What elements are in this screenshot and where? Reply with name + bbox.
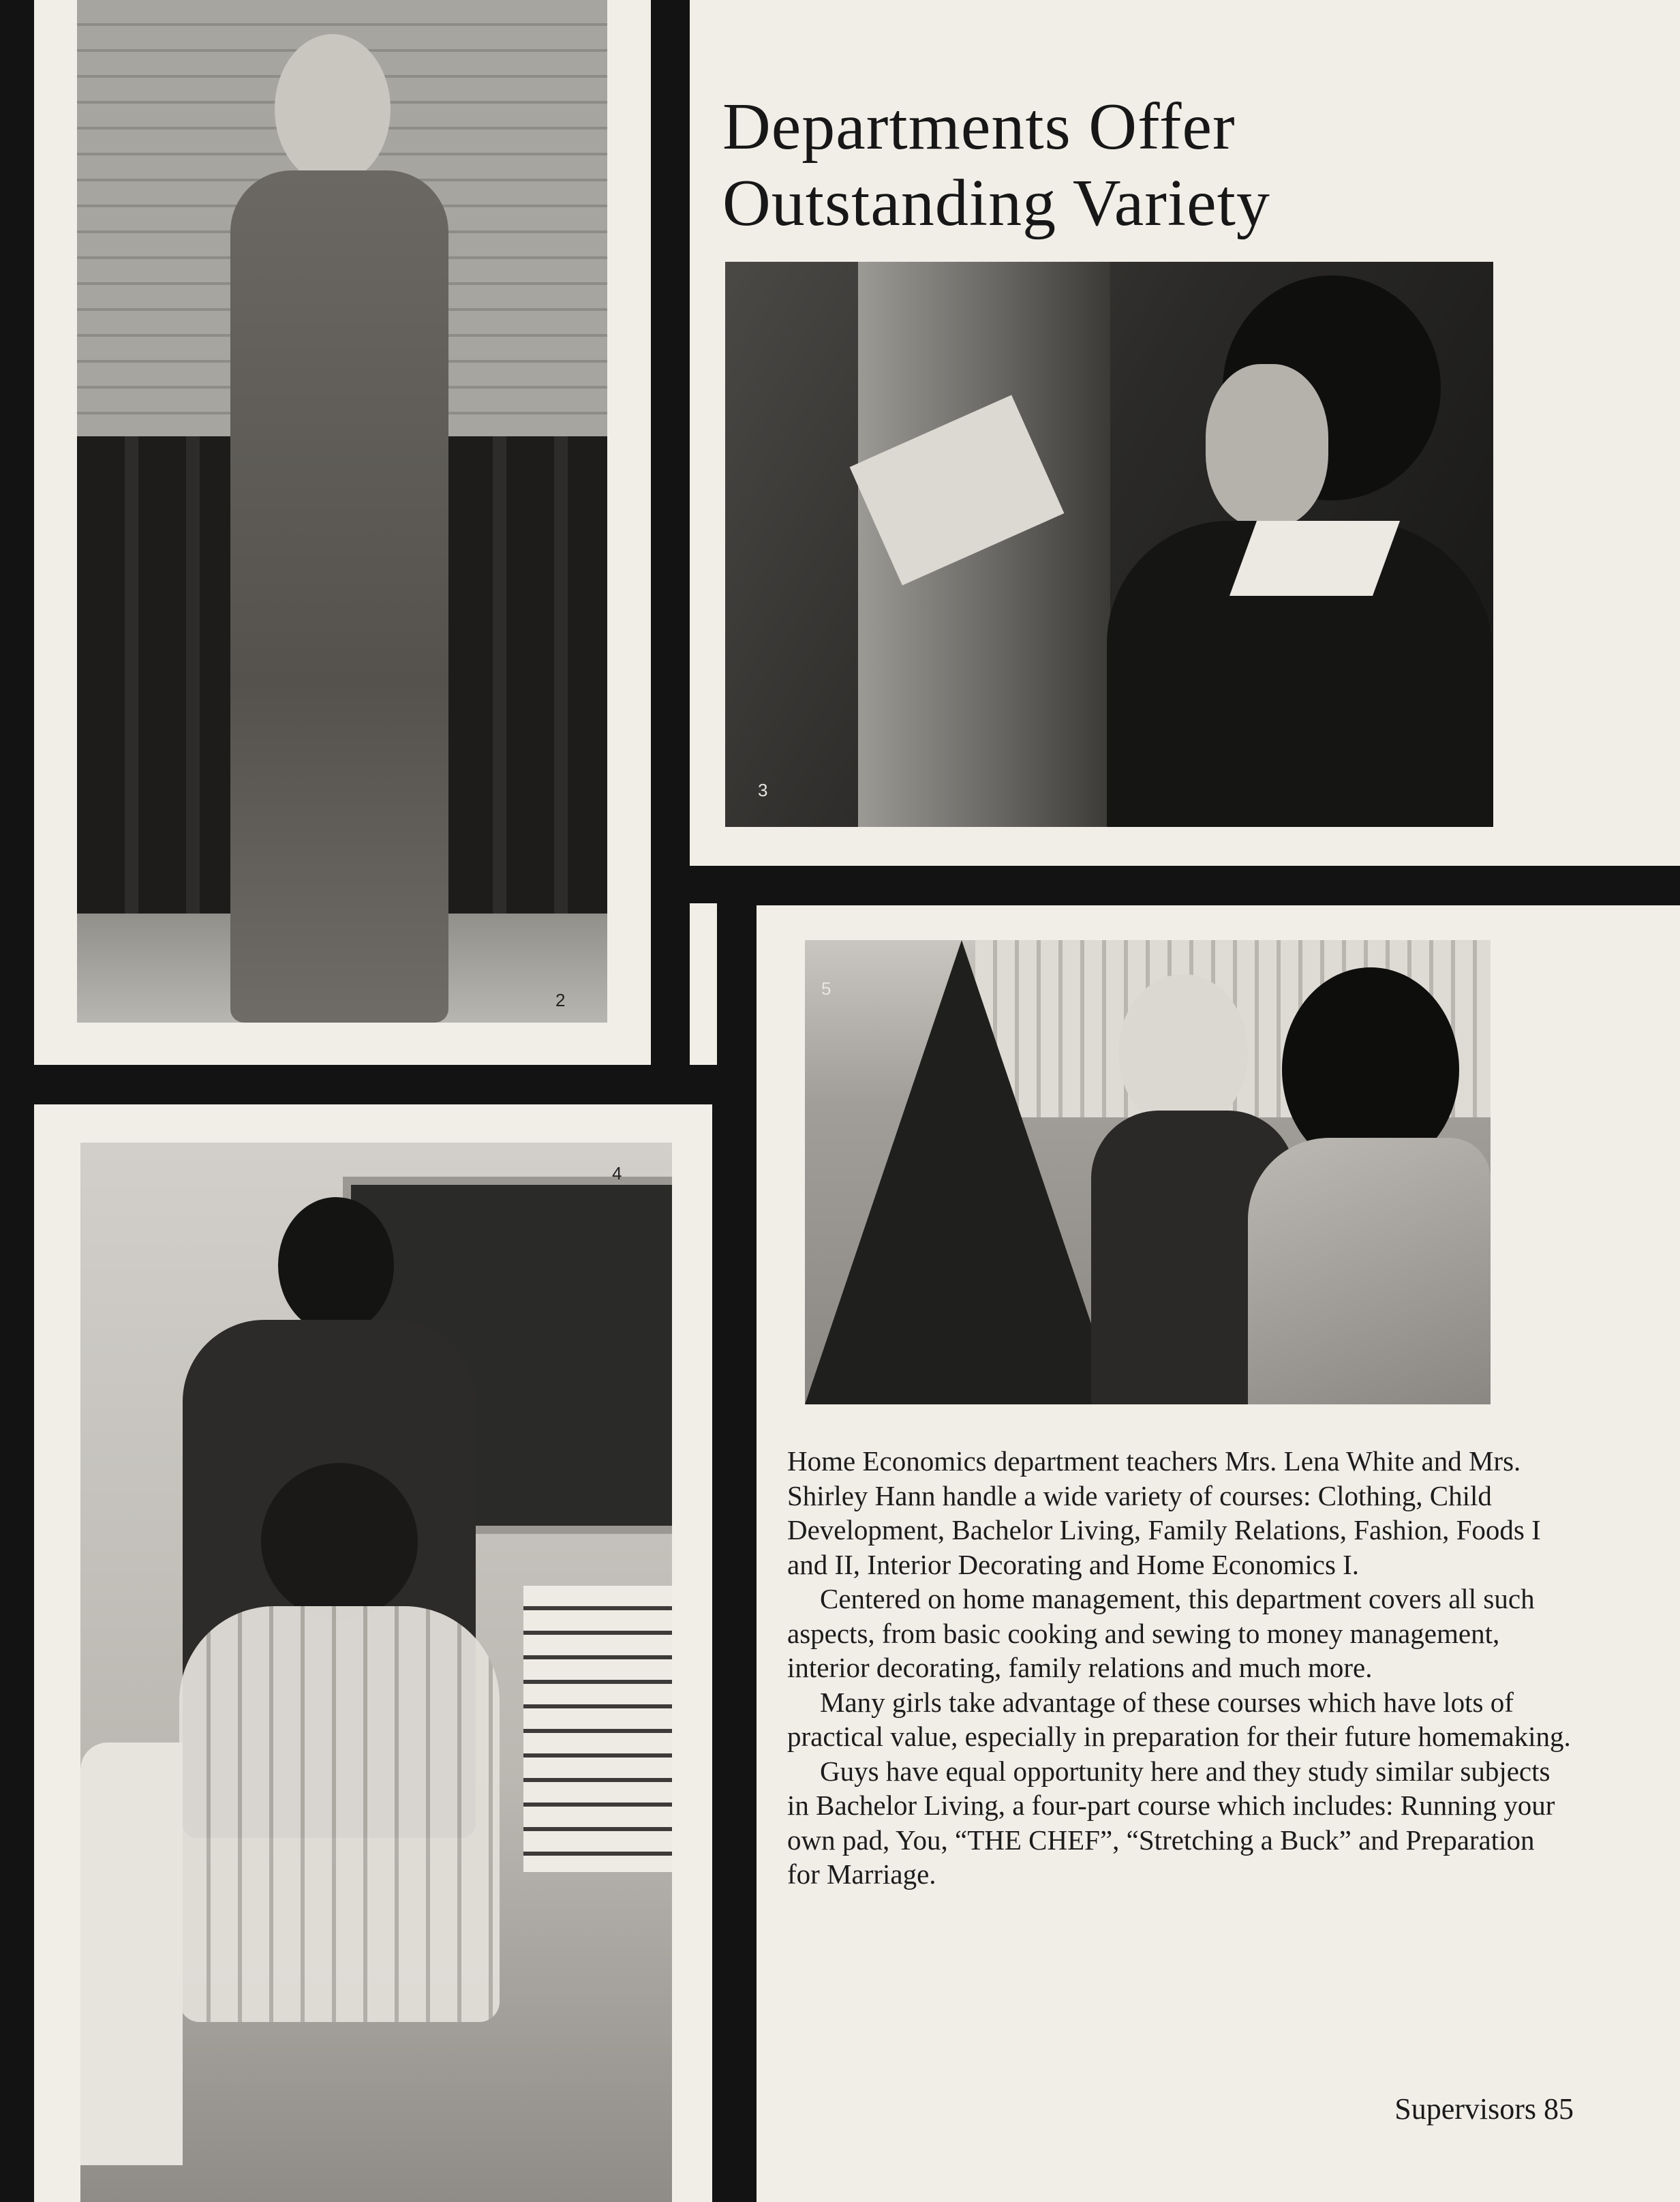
seated-teacher-hair (261, 1463, 418, 1620)
teacher-head (1118, 974, 1248, 1131)
paragraph-1: Home Economics department teachers Mrs. Lena White and Mrs. Shirley Hann handle a wide variety of courses: Clothing, Child Development, Bachelor Living, Family Relations, Fashion, Foods I and II, Interior Decorating and Home Economics I. (787, 1445, 1541, 1580)
teacher-face (1206, 364, 1328, 528)
photo-4-student-and-teacher (80, 1143, 672, 2202)
photo-2-number: 2 (555, 990, 566, 1010)
photo-4-number: 4 (612, 1163, 622, 1183)
photo-3-number: 3 (758, 780, 768, 800)
photo-2-woman-walking (77, 0, 607, 1023)
photo-5-decorating-tree (805, 940, 1491, 1404)
desk-books (523, 1586, 672, 1872)
page-title-line-2: Outstanding Variety (722, 166, 1270, 240)
christmas-tree (805, 940, 1118, 1404)
page-folio (1394, 2092, 1574, 2126)
paragraph-4: Guys have equal opportunity here and they study similar subjects in Bachelor Living, a four-part course which includes: Running your own pad, You, “THE CHEF”, “Stretching a Buck” and Preparation for Marriage. (787, 1755, 1555, 1890)
folio-page-number: 85 (1544, 2092, 1574, 2126)
photo-5-number: 5 (821, 978, 831, 999)
page-title (722, 89, 1270, 241)
seated-teacher-jacket (179, 1606, 500, 2022)
student-shirt (1248, 1138, 1491, 1404)
page-title-line-1: Departments Offer (722, 90, 1236, 164)
article-body (787, 1444, 1571, 1892)
chair (80, 1743, 183, 2165)
paragraph-2: Centered on home management, this department covers all such aspects, from basic cooking and sewing to money management, interior decorating, family relations and much more. (787, 1583, 1535, 1683)
paragraph-3: Many girls take advantage of these courses which have lots of practical value, especially in preparation for their future homemaking. (787, 1686, 1571, 1752)
folio-section: Supervisors (1394, 2092, 1536, 2126)
person-head (275, 34, 391, 184)
photo-3-teacher-with-book (725, 262, 1493, 827)
teacher-collar (1230, 521, 1400, 596)
panel-middle-strip (690, 903, 717, 1065)
student-head (278, 1197, 394, 1333)
person-body (230, 170, 448, 1023)
